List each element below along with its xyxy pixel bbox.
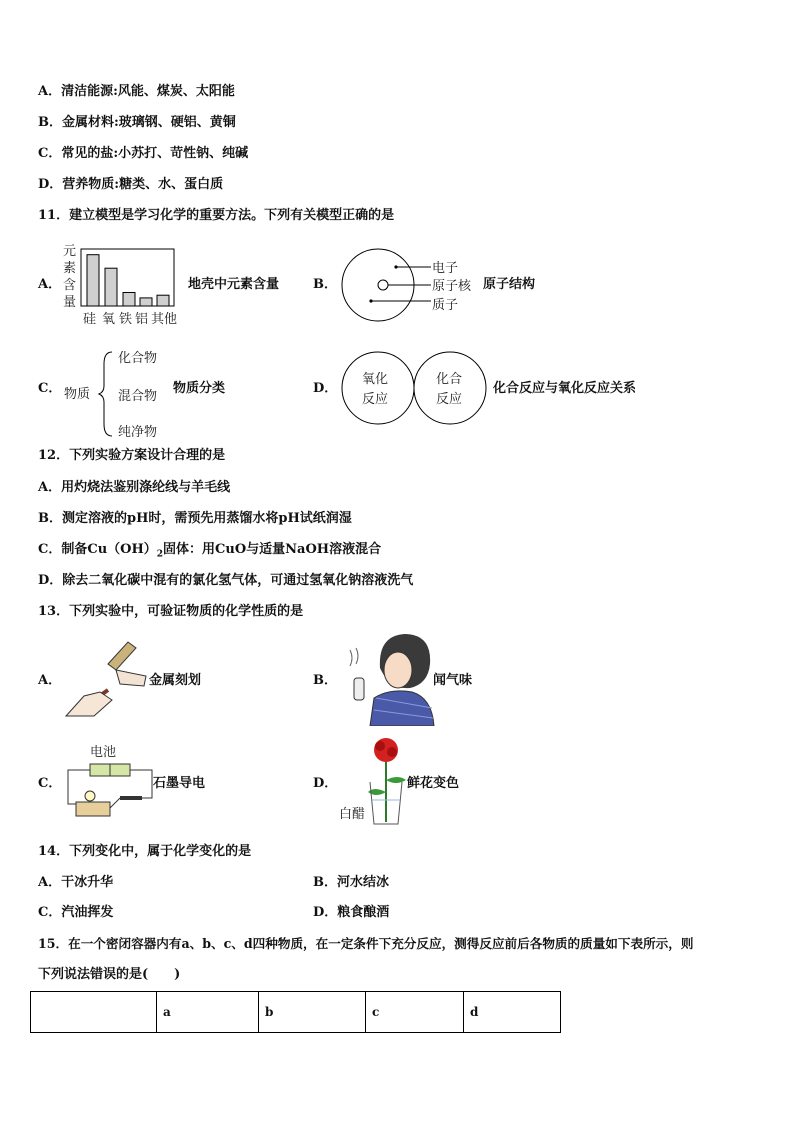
q11-d-caption: 化合反应与氧化反应关系 — [493, 381, 637, 396]
q11-a-caption: 地壳中元素含量 — [188, 277, 280, 292]
table-header-cell: d — [464, 992, 561, 1033]
table-row — [31, 992, 561, 1033]
q15-stem-line1: 15．在一个密闭容器内有a、b、c、d四种物质，在一定条件下充分反应，测得反应前后各物质的质量如下表所示，则 — [38, 936, 694, 951]
chart-bar — [140, 298, 152, 306]
q10-option-a: A．清洁能源:风能、煤炭、太阳能 — [38, 84, 235, 99]
q12-option-d: D．除去二氧化碳中混有的氯化氢气体，可通过氢氧化钠溶液洗气 — [38, 573, 414, 588]
q11-b-caption: 原子结构 — [483, 277, 536, 292]
xlabel: 其他 — [151, 312, 178, 327]
q13-b-smell-image — [340, 628, 435, 726]
q10-option-d: D．营养物质:糖类、水、蛋白质 — [38, 177, 224, 192]
class-branch: 化合物 — [118, 351, 158, 366]
atom-label: 电子 — [432, 261, 459, 276]
venn-right: 化合 — [436, 372, 463, 387]
q10-option-c: C．常见的盐:小苏打、苛性钠、纯碱 — [38, 146, 249, 161]
vinegar-label: 白醋 — [339, 807, 366, 822]
q13-option-a-letter: A． — [38, 673, 62, 688]
q13-option-b-letter: B． — [313, 673, 337, 688]
xlabel: 氧 — [102, 312, 116, 327]
q11-a-bar-chart — [60, 240, 180, 328]
q11-option-d-letter: D． — [313, 381, 338, 396]
table-header-cell: c — [366, 992, 464, 1033]
atom-label: 质子 — [432, 298, 459, 313]
ylabel-char: 量 — [63, 295, 77, 310]
q13-option-d-letter: D． — [313, 776, 338, 791]
q13-option-c-letter: C． — [38, 776, 62, 791]
atom-label: 原子核 — [432, 279, 472, 294]
q13-a-caption: 金属刻划 — [149, 673, 202, 688]
ylabel-char: 含 — [63, 278, 77, 293]
q12-option-c: C．制备$Cu(OH)_2$固体：用CuO与适量NaOH溶液混合 — [38, 542, 382, 560]
q11-d-venn-diagram — [340, 350, 490, 426]
xlabel: 硅 — [83, 312, 97, 327]
chart-bar — [87, 255, 99, 306]
table-header-cell: a — [157, 992, 259, 1033]
q14-option-a: A．干冰升华 — [38, 875, 114, 890]
q12-option-b: B．测定溶液的pH时，需预先用蒸馏水将pH试纸润湿 — [38, 511, 352, 526]
xlabel: 铁 — [119, 312, 133, 327]
q12-option-a: A．用灼烧法鉴别涤纶线与羊毛线 — [38, 480, 231, 495]
q13-d-flower-image — [336, 736, 411, 828]
battery-label: 电池 — [90, 745, 117, 760]
chart-bar — [105, 268, 117, 306]
q14-stem: 14．下列变化中，属于化学变化的是 — [38, 844, 252, 859]
q13-c-caption: 石墨导电 — [153, 776, 206, 791]
q13-b-caption: 闻气味 — [433, 673, 473, 688]
q11-option-c-letter: C． — [38, 381, 62, 396]
q11-option-b-letter: B． — [313, 277, 337, 292]
class-root: 物质 — [64, 387, 91, 402]
q10-option-b: B．金属材料:玻璃钢、硬铝、黄铜 — [38, 115, 236, 130]
venn-right: 反应 — [436, 392, 463, 407]
venn-left: 反应 — [362, 392, 389, 407]
chart-bar — [123, 293, 135, 307]
q15-stem-line2: 下列说法错误的是( ) — [38, 967, 181, 982]
q12-stem: 12．下列实验方案设计合理的是 — [38, 448, 226, 463]
class-branch: 纯净物 — [118, 425, 158, 440]
q14-option-d: D．粮食酿酒 — [313, 905, 390, 920]
table-header-cell — [31, 992, 157, 1033]
q14-option-b: B．河水结冰 — [313, 875, 390, 890]
chart-bar — [157, 295, 169, 306]
q14-option-c: C．汽油挥发 — [38, 905, 114, 920]
q13-stem: 13．下列实验中，可验证物质的化学性质的是 — [38, 604, 304, 619]
xlabel: 铝 — [135, 312, 149, 327]
q15-mass-table — [30, 991, 561, 1033]
venn-left: 氧化 — [362, 372, 389, 387]
q11-stem: 11．建立模型是学习化学的重要方法。下列有关模型正确的是 — [38, 208, 395, 223]
class-branch: 混合物 — [118, 389, 158, 404]
q13-d-caption: 鲜花变色 — [407, 776, 460, 791]
q13-a-scratch-image — [64, 636, 152, 720]
table-header-cell: b — [259, 992, 366, 1033]
q13-c-circuit-image — [62, 742, 157, 822]
q11-c-classification — [60, 342, 175, 442]
ylabel-char: 元 — [63, 244, 77, 259]
ylabel-char: 素 — [63, 261, 77, 276]
q11-option-a-letter: A． — [38, 277, 62, 292]
q11-b-atom-model — [340, 247, 480, 325]
q11-c-caption: 物质分类 — [173, 381, 226, 396]
